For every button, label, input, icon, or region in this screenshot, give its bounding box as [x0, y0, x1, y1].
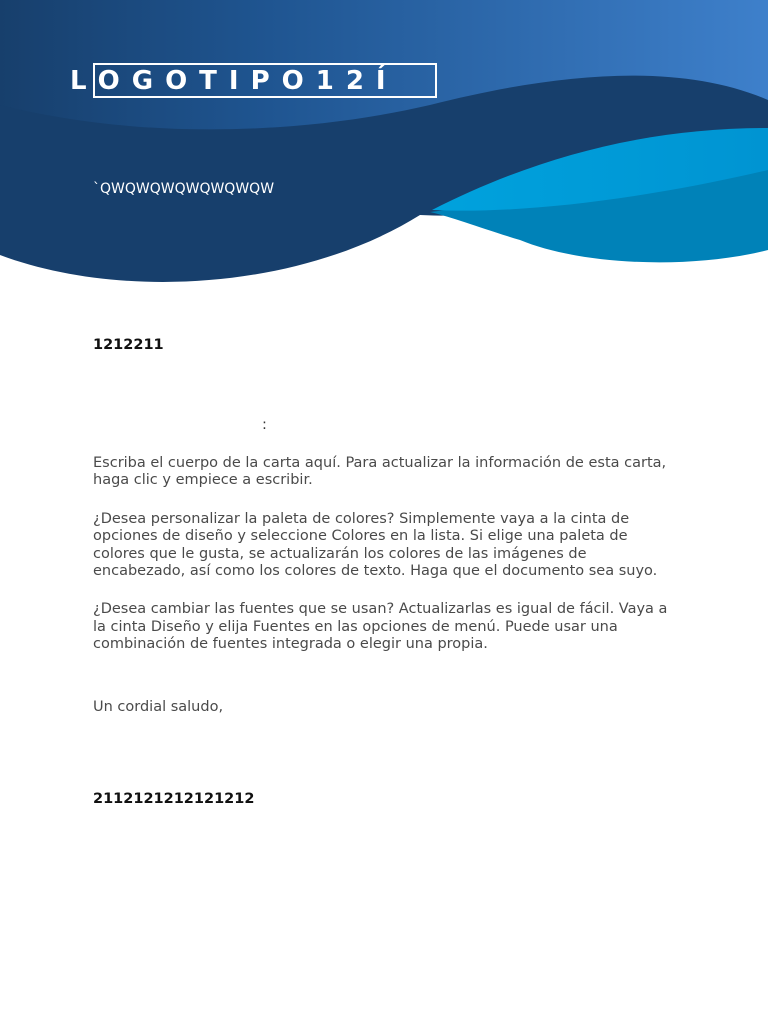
letter-signature[interactable]: 2112121212121212 — [93, 791, 255, 807]
logo-text[interactable]: LOGOTIPO12Í — [70, 66, 398, 96]
header-subtitle[interactable]: `QWQWQWQWQWQWQW — [93, 181, 275, 197]
body-paragraph-1[interactable]: Escriba el cuerpo de la carta aquí. Para actualizar la información de esta carta, haga clic y empiece a escribir. — [93, 455, 667, 489]
body-paragraph-3[interactable]: ¿Desea cambiar las fuentes que se usan? Actualizarlas es igual de fácil. Vaya a la cinta Diseño y elija Fuentes en las opciones de menú. Puede usar una combinación de fuentes integrada o elegir una propia. — [93, 601, 668, 653]
letter-body — [93, 455, 678, 654]
salutation-separator[interactable]: : — [262, 417, 267, 433]
letter-date[interactable]: 1212211 — [93, 337, 164, 353]
body-paragraph-2[interactable]: ¿Desea personalizar la paleta de colores? Simplemente vaya a la cinta de opciones de diseño y seleccione Colores en la lista. Si elige una paleta de colores que le gusta, se actualizarán los colores de las imágenes de encabezado, así como los colores de texto. Haga que el documento sea suyo. — [93, 510, 658, 580]
letter-closing[interactable]: Un cordial saludo, — [93, 699, 224, 715]
header-wave-graphic — [0, 0, 768, 300]
